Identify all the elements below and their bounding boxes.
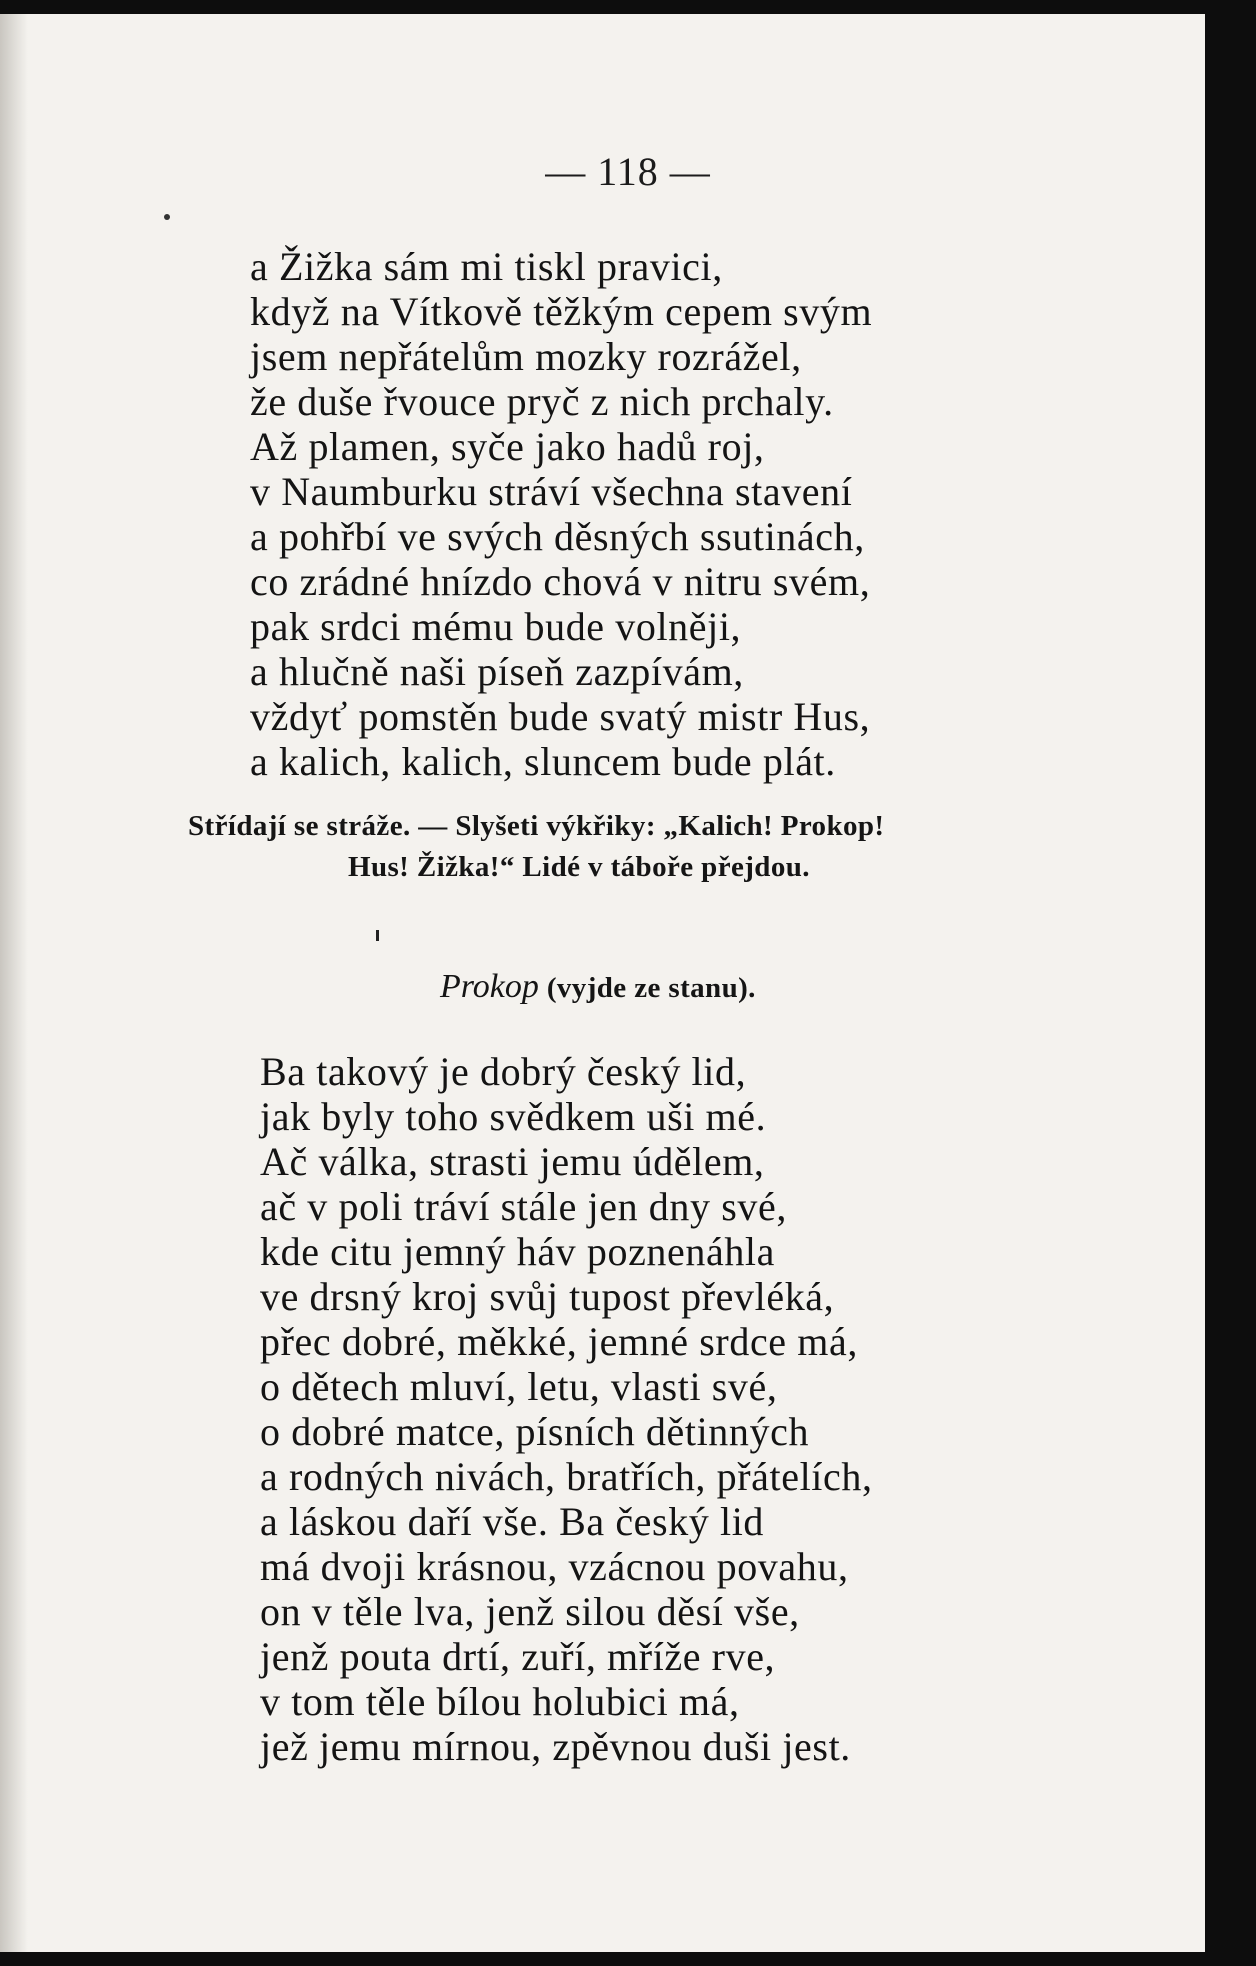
verse-line: vždyť pomstěn bude svatý mistr Hus, <box>250 694 871 739</box>
verse-line: a kalich, kalich, sluncem bude plát. <box>250 739 836 784</box>
page-number: — 118 — <box>545 149 711 194</box>
speaker-direction: (vyjde ze stanu). <box>546 972 756 1004</box>
verse-line: ač v poli tráví stále jen dny své, <box>260 1184 787 1229</box>
verse-line: a hlučně naši píseň zazpívám, <box>250 649 744 694</box>
verse-line: Až plamen, syče jako hadů roj, <box>250 424 765 469</box>
verse-line: o dobré matce, písních dětinných <box>260 1409 810 1454</box>
verse-line: Ač válka, strasti jemu údělem, <box>260 1139 765 1184</box>
verse-block-1 <box>250 244 872 784</box>
stage-direction-line: Střídají se stráže. — Slyšeti výkřiky: „Kalich! Prokop! <box>188 810 885 842</box>
print-mark <box>376 930 379 941</box>
verse-line: a rodných nivách, bratřích, přátelích, <box>260 1454 873 1499</box>
verse-line: jsem nepřátelům mozky rozrážel, <box>250 334 802 379</box>
verse-line: a pohřbí ve svých děsných ssutinách, <box>250 514 865 559</box>
print-speck <box>164 214 170 220</box>
verse-line: ve drsný kroj svůj tupost převléká, <box>260 1274 835 1319</box>
verse-line: Ba takový je dobrý český lid, <box>260 1049 747 1094</box>
verse-line: v tom těle bílou holubici má, <box>260 1679 740 1724</box>
verse-line: a Žižka sám mi tiskl pravici, <box>250 244 723 289</box>
speaker-heading <box>440 968 756 1006</box>
verse-line: o dětech mluví, letu, vlasti své, <box>260 1364 778 1409</box>
verse-line: on v těle lva, jenž silou děsí vše, <box>260 1589 800 1634</box>
page-edge-shadow <box>0 14 28 1952</box>
verse-line: že duše řvouce pryč z nich prchaly. <box>250 379 834 424</box>
speaker-name: Prokop <box>440 968 539 1005</box>
verse-block-2 <box>260 1049 873 1769</box>
verse-line: když na Vítkově těžkým cepem svým <box>250 289 873 334</box>
verse-line: jak byly toho svědkem uši mé. <box>260 1094 767 1139</box>
verse-line: pak srdci mému bude volněji, <box>250 604 742 649</box>
verse-line: co zrádné hnízdo chová v nitru svém, <box>250 559 871 604</box>
verse-line: kde citu jemný háv poznenáhla <box>260 1229 775 1274</box>
verse-line: jenž pouta drtí, zuří, mříže rve, <box>260 1634 776 1679</box>
verse-line: má dvoji krásnou, vzácnou povahu, <box>260 1544 849 1589</box>
verse-line: přec dobré, měkké, jemné srdce má, <box>260 1319 858 1364</box>
verse-line: a láskou daří vše. Ba český lid <box>260 1499 765 1544</box>
stage-direction <box>188 806 1128 888</box>
verse-line: v Naumburku stráví všechna stavení <box>250 469 853 514</box>
verse-line: jež jemu mírnou, zpěvnou duši jest. <box>260 1724 851 1769</box>
stage-direction-line: Hus! Žižka!“ Lidé v táboře přejdou. <box>348 851 810 883</box>
